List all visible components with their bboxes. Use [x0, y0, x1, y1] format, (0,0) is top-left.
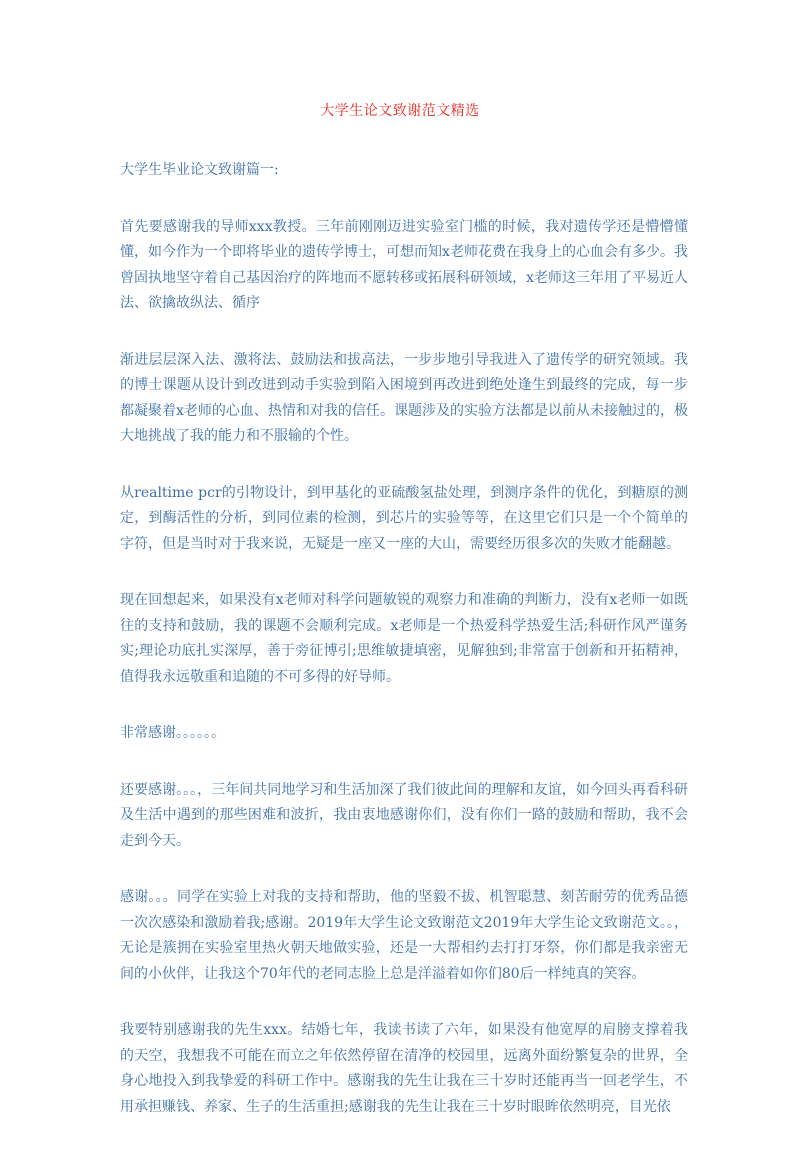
paragraph: 还要感谢。。。，三年间共同地学习和生活加深了我们彼此间的理解和友谊，如今回头再看科研及生活中遇到的那些困难和波折，我由衷地感谢你们，没有你们一路的鼓励和帮助，我不会走到今天。 — [120, 781, 688, 849]
paragraph: 首先要感谢我的导师xxx教授。三年前刚刚迈进实验室门槛的时候，我对遗传学还是懵懵懂懂，如今作为一个即将毕业的遗传学博士，可想而知x老师花费在我身上的心血会有多少。我曾固执地坚守着自己基因治疗的阵地而不愿转移或拓展科研领域，x老师这三年用了平易近人法、欲擒故纵法、循序 — [120, 218, 688, 311]
document-body — [120, 158, 688, 1151]
paragraph: 现在回想起来，如果没有x老师对科学问题敏锐的观察力和准确的判断力，没有x老师一如既往的支持和鼓励，我的课题不会顺利完成。x老师是一个热爱科学热爱生活;科研作风严谨务实;理论功底扎实深厚，善于旁征博引;思维敏捷填密，见解独到;非常富于创新和开拓精神，值得我永远敬重和追随的不可多得的好导师。 — [120, 592, 688, 685]
paragraph: 非常感谢。。。。。。 — [120, 725, 225, 741]
document-title: 大学生论文致谢范文精选 — [320, 103, 480, 119]
paragraph-heading: 大学生毕业论文致谢篇一: — [120, 162, 279, 178]
paragraph: 从realtime pcr的引物设计，到甲基化的亚硫酸氢盐处理，到测序条件的优化，到糖原的测定，到酶活性的分析，到同位素的检测，到芯片的实验等等，在这里它们只是一个个简单的字符，但是当时对于我来说，无疑是一座又一座的大山，需要经历很多次的失败才能翻越。 — [120, 484, 688, 552]
paragraph: 感谢。。。同学在实验上对我的支持和帮助，他的坚毅不拔、机智聪慧、刻苦耐劳的优秀品德一次次感染和激励着我;感谢。2019年大学生论文致谢范文2019年大学生论文致谢范文。。，无论是簇拥在实验室里热火朝天地做实验，还是一大帮相约去打打牙祭，你们都是我亲密无间的小伙伴，让我这个70年代的老同志脸上总是洋溢着如你们80后一样纯真的笑容。 — [120, 889, 688, 982]
paragraph: 渐进层层深入法、激将法、鼓励法和拔高法，一步步地引导我进入了遗传学的研究领域。我的博士课题从设计到改进到动手实验到陷入困境到再改进到绝处逢生到最终的完成，每一步都凝聚着x老师的心血、热情和对我的信任。课题涉及的实验方法都是以前从未接触过的，极大地挑战了我的能力和不服输的个性。 — [120, 351, 688, 444]
paragraph: 我要特别感谢我的先生xxx。结婚七年，我读书读了六年，如果没有他宽厚的肩膀支撑着我的天空，我想我不可能在而立之年依然停留在清净的校园里，远离外面纷繁复杂的世界，全身心地投入到我挚爱的科研工作中。感谢我的先生让我在三十岁时还能再当一回老学生，不用承担赚钱、养家、生子的生活重担;感谢我的先生让我在三十岁时眼眸依然明亮，目光依 — [120, 1022, 688, 1115]
